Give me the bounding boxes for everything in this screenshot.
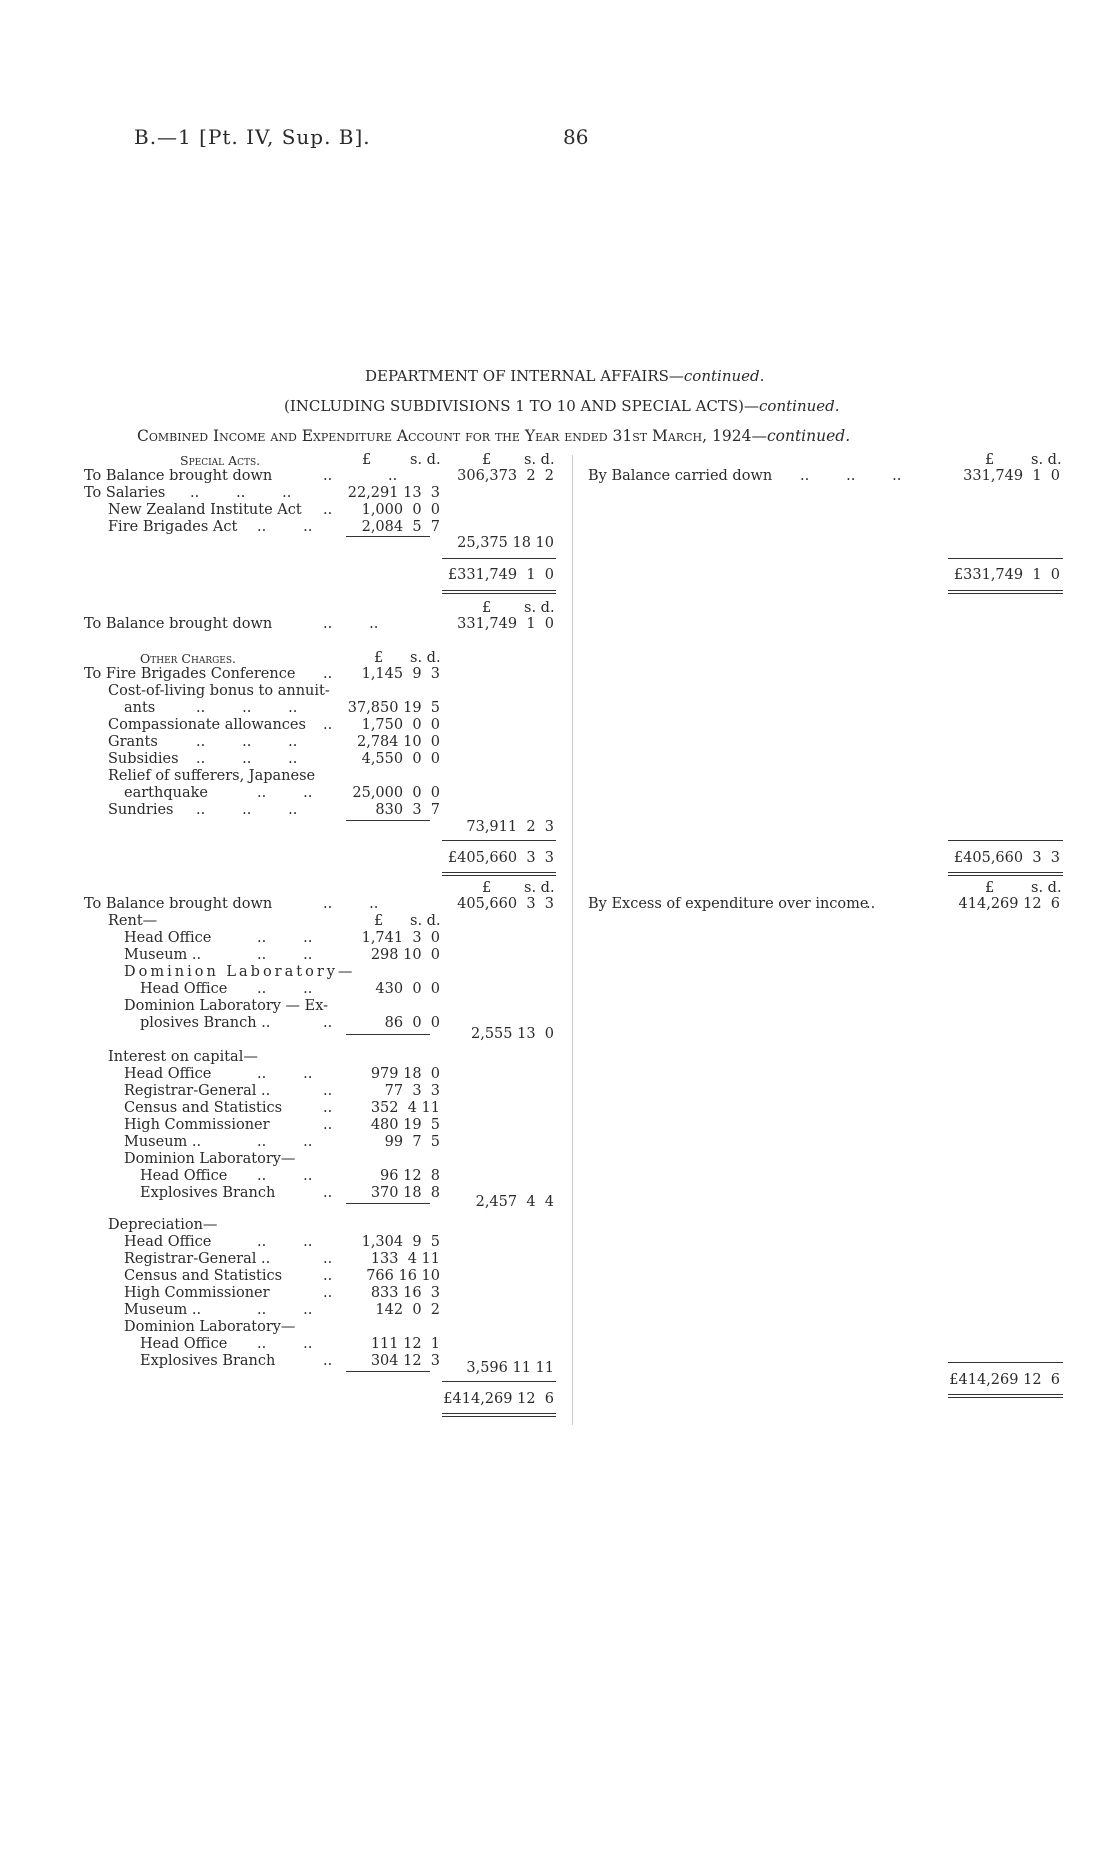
depreciation-row: Dominion Laboratory—: [124, 1319, 296, 1335]
rent-row: Head Office: [140, 981, 228, 997]
block2-row: ants: [124, 700, 156, 716]
department-continued: —continued.: [668, 367, 765, 385]
rent-row: Museum ..: [124, 947, 202, 963]
rule: [948, 1397, 1063, 1398]
block2-row: Compassionate allowances: [108, 717, 306, 733]
col-pound-inner: £: [362, 452, 372, 468]
row-inner-amount: 352 4 11: [370, 1100, 440, 1116]
row-dots: ..: [323, 1251, 333, 1267]
center-divider: [572, 455, 573, 1425]
block2-subtotal: 73,911 2 3: [466, 819, 554, 835]
department-name: DEPARTMENT OF INTERNAL AFFAIRS: [365, 367, 669, 385]
account-text: Combined Income and Expenditure Account for the Year ended 31st March, 1924: [137, 427, 752, 445]
depreciation-row: Head Office: [140, 1336, 228, 1352]
row-inner-amount: 4,550 0 0: [361, 751, 440, 767]
col-sd-inner: s. d.: [410, 650, 441, 666]
row-label: To Salaries: [84, 485, 166, 501]
row-inner-amount: ..: [388, 468, 398, 484]
row-dots: ..: [323, 1185, 333, 1201]
block3-credit-label: By Excess of expenditure over income: [588, 896, 869, 912]
col-pound-outer: £: [482, 452, 492, 468]
row-dots: .. ..: [257, 981, 313, 997]
row-inner-amount: 1,750 0 0: [361, 717, 440, 733]
rule: [442, 1413, 556, 1414]
rent-row: plosives Branch ..: [140, 1015, 271, 1031]
rule: [346, 820, 430, 821]
row-dots: .. .. ..: [196, 751, 298, 767]
row-inner-amount: 2,084 5 7: [361, 519, 440, 535]
row-label: New Zealand Institute Act: [108, 502, 302, 518]
other-charges-heading: Other Charges.: [140, 651, 237, 666]
col-sd-outer: s. d.: [524, 600, 555, 616]
col-sd-credit: s. d.: [1031, 880, 1062, 896]
row-inner-amount: 298 10 0: [370, 947, 440, 963]
rule: [346, 1371, 430, 1372]
row-label: Fire Brigades Act: [108, 519, 238, 535]
row-dots: .. ..: [257, 785, 313, 801]
block1-row: [108, 519, 237, 536]
rule: [346, 1034, 430, 1035]
row-inner-amount: 830 3 7: [375, 802, 440, 818]
row-dots: .. ..: [257, 930, 313, 946]
rent-heading: Rent—: [108, 913, 158, 929]
block2-row: Relief of sufferers, Japanese: [108, 768, 316, 784]
interest-subtotal: 2,457 4 4: [475, 1194, 554, 1210]
col-pound-inner: £: [374, 913, 384, 929]
row-dots: .. ..: [257, 1066, 313, 1082]
col-pound-credit: £: [985, 452, 995, 468]
rent-row: Dominion Laboratory — Ex-: [124, 998, 329, 1014]
col-pound-credit: £: [985, 880, 995, 896]
rule: [442, 593, 556, 594]
block2-row: Cost-of-living bonus to annuit-: [108, 683, 330, 699]
row-dots: .. ..: [257, 947, 313, 963]
block2-balance-label: To Balance brought down: [84, 616, 273, 632]
rule: [948, 840, 1063, 841]
row-dots: .. ..: [257, 1302, 313, 1318]
block2-total: £405,660 3 3: [447, 850, 554, 866]
row-inner-amount: 142 0 2: [375, 1302, 440, 1318]
depreciation-row: High Commissioner: [124, 1285, 270, 1301]
row-dots: ..: [323, 1083, 333, 1099]
col-pound-outer: £: [482, 880, 492, 896]
depreciation-row: Registrar-General ..: [124, 1251, 271, 1267]
row-dots: ..: [323, 666, 333, 682]
rule: [442, 558, 556, 559]
row-dots: ..: [323, 1285, 333, 1301]
credit-dots: ..: [866, 896, 876, 912]
rule: [948, 590, 1063, 591]
row-dots: ..: [323, 1117, 333, 1133]
interest-row: Museum ..: [124, 1134, 202, 1150]
rent-row: Dominion Laboratory—: [124, 964, 356, 980]
col-sd-inner: s. d.: [410, 452, 441, 468]
rule: [948, 1394, 1063, 1395]
rule: [442, 875, 556, 876]
subdivisions-text: (INCLUDING SUBDIVISIONS 1 TO 10 AND SPECIAL ACTS): [284, 397, 745, 415]
row-inner-amount: 133 4 11: [370, 1251, 440, 1267]
credit-dots: .. .. ..: [800, 468, 902, 484]
col-sd-credit: s. d.: [1031, 452, 1062, 468]
row-inner-amount: 77 3 3: [384, 1083, 440, 1099]
rule: [346, 1203, 430, 1204]
block3-credit-total: £414,269 12 6: [949, 1372, 1060, 1388]
row-dots: ..: [323, 1353, 333, 1369]
row-inner-amount: 2,784 10 0: [356, 734, 440, 750]
col-sd-outer: s. d.: [524, 880, 555, 896]
block2-row: Sundries: [108, 802, 174, 818]
row-dots: .. ..: [257, 519, 313, 535]
row-dots: .. ..: [257, 1134, 313, 1150]
row-dots: .. .. ..: [196, 802, 298, 818]
block1-subtotal: 25,375 18 10: [457, 535, 554, 551]
depreciation-row: Head Office: [124, 1234, 212, 1250]
depreciation-row: Explosives Branch: [140, 1353, 276, 1369]
row-inner-amount: 99 7 5: [384, 1134, 440, 1150]
row-label: To Balance brought down: [84, 468, 273, 484]
row-dots: ..: [323, 717, 333, 733]
row-inner-amount: 430 0 0: [375, 981, 440, 997]
interest-row: Explosives Branch: [140, 1185, 276, 1201]
row-inner-amount: 22,291 13 3: [347, 485, 440, 501]
department-title: [365, 368, 764, 385]
account-title: [137, 428, 850, 445]
block2-credit-total: £405,660 3 3: [953, 850, 1060, 866]
row-inner-amount: 1,304 9 5: [361, 1234, 440, 1250]
block1-row: [84, 468, 272, 485]
row-dots: .. ..: [257, 1234, 313, 1250]
col-sd-outer: s. d.: [524, 452, 555, 468]
block2-row: To Fire Brigades Conference: [84, 666, 296, 682]
interest-row: Head Office: [124, 1066, 212, 1082]
block3-balance-label: To Balance brought down: [84, 896, 273, 912]
block3-credit-amount: 414,269 12 6: [958, 896, 1060, 912]
rule: [442, 840, 556, 841]
block3-balance-amount: 405,660 3 3: [457, 896, 554, 912]
block1-total: £331,749 1 0: [447, 567, 554, 583]
col-pound-inner: £: [374, 650, 384, 666]
row-inner-amount: 1,000 0 0: [361, 502, 440, 518]
block1-credit-amount: 331,749 1 0: [963, 468, 1060, 484]
rule: [948, 1362, 1063, 1363]
block2-row: earthquake: [124, 785, 208, 801]
block1-credit-label: By Balance carried down: [588, 468, 773, 484]
row-inner-amount: 96 12 8: [380, 1168, 440, 1184]
row-dots: .. ..: [257, 1168, 313, 1184]
rule: [948, 872, 1063, 873]
depreciation-subtotal: 3,596 11 11: [466, 1360, 554, 1376]
rule: [442, 1416, 556, 1417]
col-pound-outer: £: [482, 600, 492, 616]
interest-row: Head Office: [140, 1168, 228, 1184]
row-dots: ..: [323, 468, 333, 484]
row-inner-amount: 1,145 9 3: [361, 666, 440, 682]
special-acts-heading: Special Acts.: [180, 453, 261, 468]
row-inner-amount: 766 16 10: [366, 1268, 440, 1284]
row-dots: .. .. ..: [196, 700, 298, 716]
row-dots: .. ..: [257, 1336, 313, 1352]
row-dots: ..: [323, 502, 333, 518]
subdivisions-continued: —continued.: [744, 397, 840, 415]
interest-row: Dominion Laboratory—: [124, 1151, 296, 1167]
row-inner-amount: 480 19 5: [370, 1117, 440, 1133]
interest-row: Registrar-General ..: [124, 1083, 271, 1099]
interest-heading: Interest on capital—: [108, 1049, 258, 1065]
row-dots: .. ..: [323, 896, 379, 912]
row-dots: .. .. ..: [196, 734, 298, 750]
col-sd-inner: s. d.: [410, 913, 441, 929]
row-inner-amount: 1,741 3 0: [361, 930, 440, 946]
row-dots: ..: [323, 1015, 333, 1031]
row-inner-amount: 37,850 19 5: [347, 700, 440, 716]
block1-row: [84, 485, 165, 502]
rule: [442, 872, 556, 873]
row-inner-amount: 86 0 0: [384, 1015, 440, 1031]
rule: [442, 1381, 556, 1382]
depreciation-heading: Depreciation—: [108, 1217, 218, 1233]
rent-subtotal: 2,555 13 0: [470, 1026, 554, 1042]
block3-total: £414,269 12 6: [443, 1391, 554, 1407]
rule: [346, 536, 430, 537]
row-inner-amount: 979 18 0: [370, 1066, 440, 1082]
block1-credit-total: £331,749 1 0: [953, 567, 1060, 583]
interest-row: High Commissioner: [124, 1117, 270, 1133]
row-dots: .. .. ..: [190, 485, 292, 501]
account-continued: —continued.: [751, 427, 851, 445]
row-inner-amount: 833 16 3: [370, 1285, 440, 1301]
block2-row: Grants: [108, 734, 158, 750]
rule: [442, 590, 556, 591]
rule: [948, 593, 1063, 594]
rule: [948, 558, 1063, 559]
depreciation-row: Museum ..: [124, 1302, 202, 1318]
block2-row: Subsidies: [108, 751, 179, 767]
depreciation-row: Census and Statistics: [124, 1268, 283, 1284]
row-inner-amount: 370 18 8: [370, 1185, 440, 1201]
rule: [948, 875, 1063, 876]
block2-balance-amount: 331,749 1 0: [457, 616, 554, 632]
row-outer-amount: 306,373 2 2: [457, 468, 554, 484]
interest-row: Census and Statistics: [124, 1100, 283, 1116]
row-inner-amount: 111 12 1: [370, 1336, 440, 1352]
row-inner-amount: 304 12 3: [370, 1353, 440, 1369]
row-dots: ..: [323, 1268, 333, 1284]
subdivisions-title: [284, 398, 840, 415]
rent-row: Head Office: [124, 930, 212, 946]
row-dots: ..: [323, 1100, 333, 1116]
block1-row: [108, 502, 302, 519]
page-number: 86: [563, 125, 589, 149]
row-inner-amount: 25,000 0 0: [352, 785, 440, 801]
document-reference: B.—1 [Pt. IV, Sup. B].: [134, 125, 371, 149]
row-dots: .. ..: [323, 616, 379, 632]
